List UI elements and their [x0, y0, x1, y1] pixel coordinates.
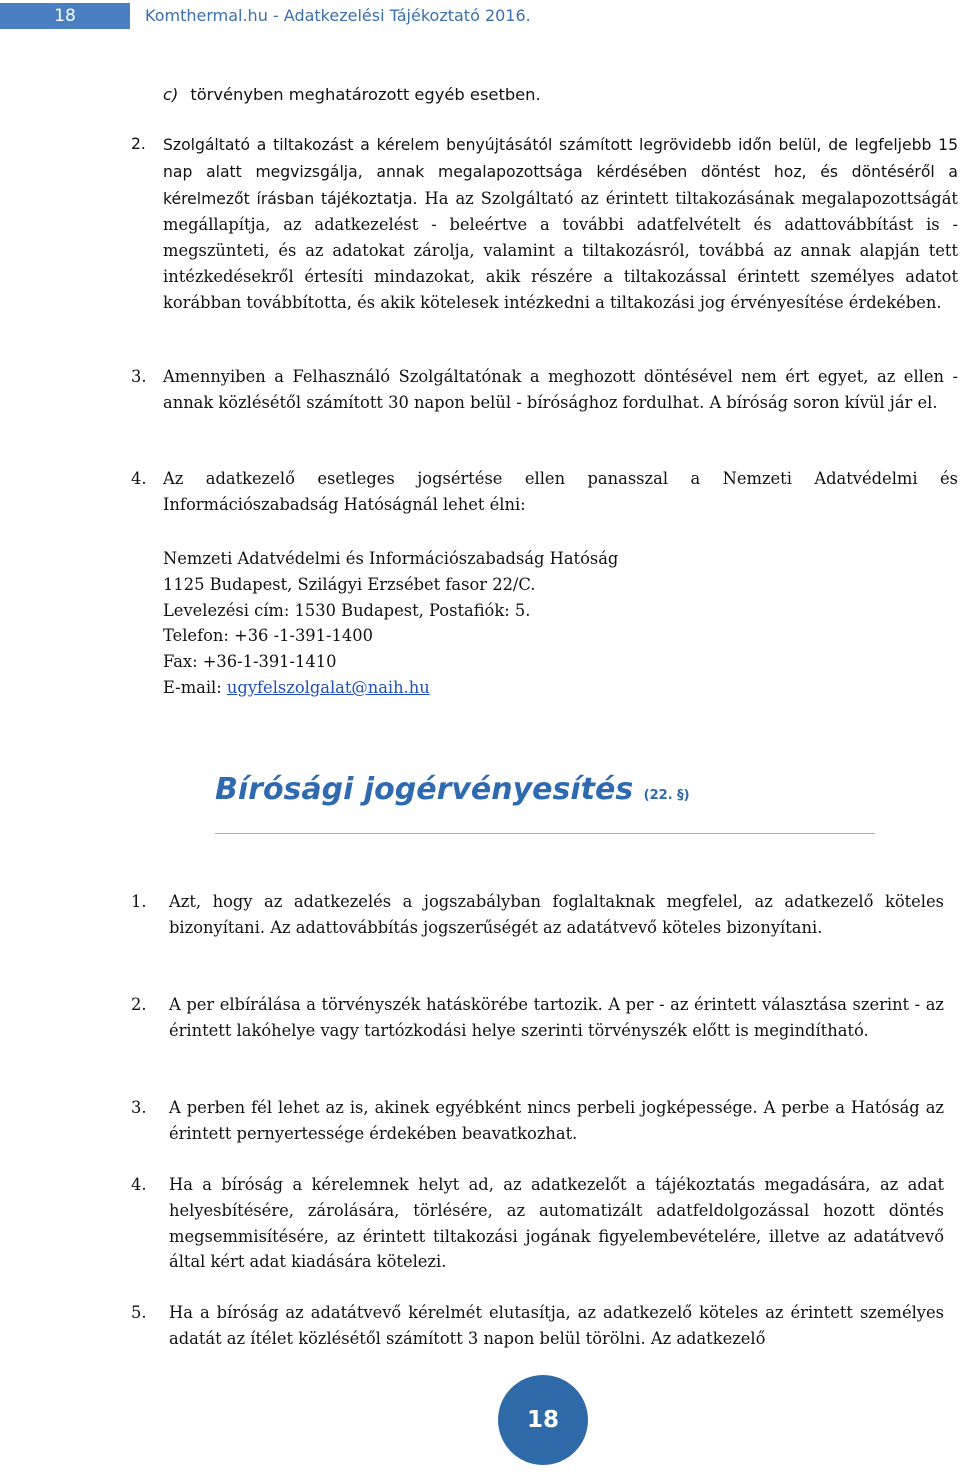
list-item-text-part: Szolgáltató a tiltakozást a kérelem benyújtásától számított legrövidebb időn belül, de legfeljebb 15 nap alatt megvizsgálja, annak megalapozottsága kérdésében döntést hoz, és döntéséről a kérelmezőt írásban tájékoztatja. [163, 136, 958, 208]
list-item-text: Ha a bíróság az adatátvevő kérelmét elutasítja, az adatkezelő köteles az érintett személyes adatát az ítélet közlésétől számított 3 napon belül törölni. Az adatkezelő [169, 1303, 944, 1348]
list-item-text [163, 132, 958, 316]
list-item-text: Azt, hogy az adatkezelés a jogszabályban foglaltaknak megfelel, az adatkezelő köteles bizonyítani. Az adattovábbítás jogszerűségét az adatátvevő köteles bizonyítani. [169, 892, 944, 937]
authority-fax: Fax: +36-1-391-1410 [163, 652, 337, 671]
header-title: Komthermal.hu - Adatkezelési Tájékoztató 2016. [145, 6, 531, 25]
authority-email-line [163, 675, 430, 701]
list-item-text: A per elbírálása a törvényszék hatáskörébe tartozik. A per - az érintett választása szerint - az érintett lakóhelye vagy tartózkodási helye szerinti törvényszék előtt is megindítható. [169, 995, 944, 1040]
list-item-number: 3. [131, 367, 147, 386]
list-item-text: A perben fél lehet az is, akinek egyébként nincs perbeli jogképessége. A perbe a Hatóság az érintett pernyertessége érdekében beavatkozhat. [169, 1098, 944, 1143]
list-item-number: 1. [131, 892, 147, 911]
page-header [0, 0, 960, 30]
authority-postal: Levelezési cím: 1530 Budapest, Postafiók: 5. [163, 601, 531, 620]
list-item-number: 5. [131, 1303, 147, 1322]
list-item-number: 3. [131, 1098, 147, 1117]
section-divider [215, 833, 875, 834]
list-item-text-part: Ha az Szolgáltató az érintett tiltakozásának megalapozottságát megállapítja, az adatkezelést - beleértve a további adatfelvételt és adattovábbítást is - megszünteti, és az adatokat zárolja, valamint a tiltakozásról, továbbá az annak alapján tett intézkedésekről értesíti mindazokat, akik részére a tiltakozással érintett személyes adatot korábban továbbította, és akik kötelesek intézkedni a tiltakozási jog érvényesítése érdekében. [163, 188, 958, 312]
authority-address: 1125 Budapest, Szilágyi Erzsébet fasor 22/C. [163, 575, 536, 594]
section-title-ref: (22. §) [643, 788, 690, 803]
list-item-text: Ha a bíróság a kérelemnek helyt ad, az adatkezelőt a tájékoztatás megadására, az adat helyesbítésére, zárolására, törlésére, az automatizált adatfeldolgozással hozott döntés megsemmisítésére, az érintett tiltakozási jogának figyelembevételére, illetve az adatátvevő által kért adat kiadására kötelezi. [169, 1175, 944, 1272]
email-link[interactable]: ugyfelszolgalat@naih.hu [226, 678, 430, 697]
intro-item-label: c) [163, 85, 179, 104]
email-label: E-mail: [163, 678, 227, 697]
intro-item [163, 82, 541, 108]
header-page-number: 18 [0, 3, 130, 29]
list-item-text: Amennyiben a Felhasználó Szolgáltatónak a meghozott döntésével nem ért egyet, az ellen - annak közlésétől számított 30 napon belül - bírósághoz fordulhat. A bíróság soron kívül jár el. [163, 367, 958, 412]
section-title-text: Bírósági jogérvényesítés [215, 772, 634, 807]
list-item-number: 2. [131, 135, 146, 153]
intro-item-text: törvényben meghatározott egyéb esetben. [190, 85, 541, 104]
footer-page-number: 18 [498, 1375, 588, 1465]
list-item-number: 4. [131, 1175, 147, 1194]
authority-phone: Telefon: +36 -1-391-1400 [163, 626, 373, 645]
list-item-number: 2. [131, 995, 147, 1014]
authority-name: Nemzeti Adatvédelmi és Információszabadság Hatóság [163, 549, 619, 568]
list-item-text: Az adatkezelő esetleges jogsértése ellen panasszal a Nemzeti Adatvédelmi és Információszabadság Hatóságnál lehet élni: [163, 469, 958, 514]
list-item-number: 4. [131, 469, 147, 488]
section-title [215, 772, 690, 807]
